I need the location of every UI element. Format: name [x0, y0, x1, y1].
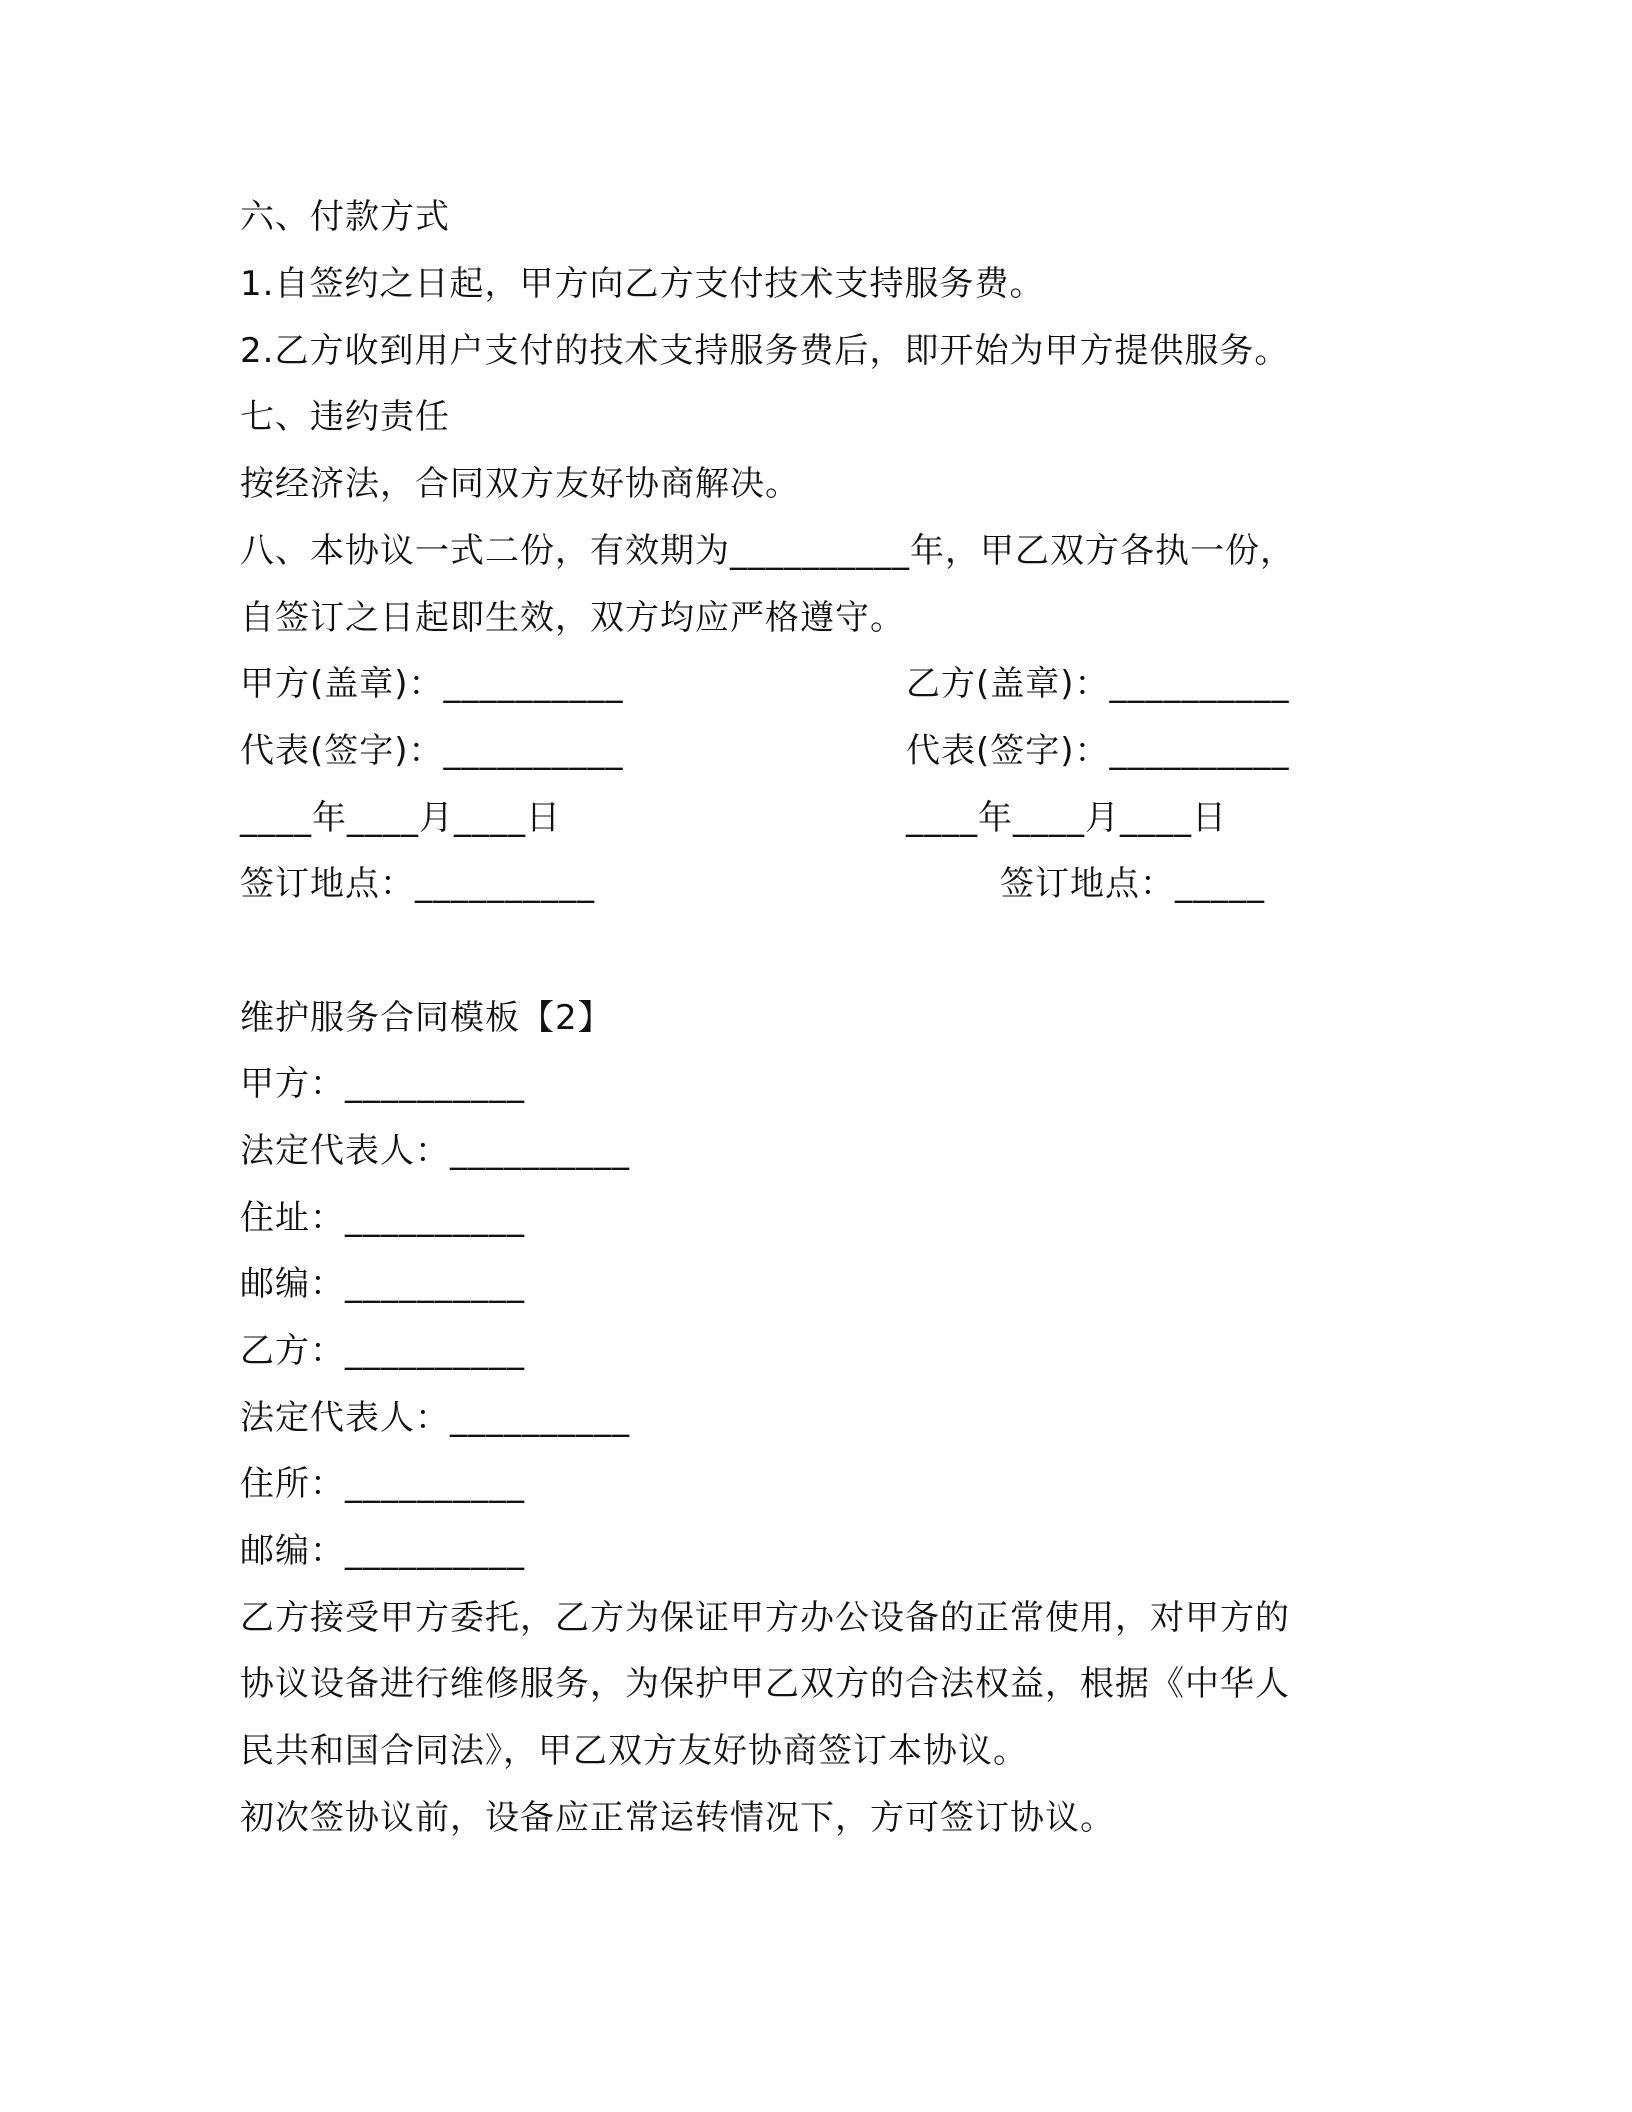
precondition-paragraph: 初次签协议前，设备应正常运转情况下，方可签订协议。 [240, 1798, 1115, 1838]
section-heading-payment: 六、付款方式 [240, 197, 450, 237]
postcode-a-field: 邮编：__________ [240, 1264, 525, 1304]
section-heading-breach: 七、违约责任 [240, 397, 450, 437]
party-b-field: 乙方：__________ [240, 1331, 525, 1371]
breach-clause: 按经济法，合同双方友好协商解决。 [240, 464, 800, 504]
party-b-signing-place: 签订地点：_____ [1000, 864, 1265, 904]
intro-paragraph-line-2: 协议设备进行维修服务，为保护甲乙双方的合法权益，根据《中华人 [240, 1664, 1290, 1704]
party-b-representative: 代表(签字)：__________ [906, 731, 1290, 771]
term-clause-line-1: 八、本协议一式二份，有效期为__________年，甲乙双方各执一份， [240, 531, 1295, 571]
address-a-field: 住址：__________ [240, 1198, 525, 1238]
payment-clause-2: 2.乙方收到用户支付的技术支持服务费后，即开始为甲方提供服务。 [240, 331, 1290, 371]
party-b-seal: 乙方(盖章)：__________ [906, 664, 1290, 704]
payment-clause-1: 1.自签约之日起，甲方向乙方支付技术支持服务费。 [240, 264, 1045, 304]
term-clause-line-2: 自签订之日起即生效，双方均应严格遵守。 [240, 598, 905, 638]
party-a-field: 甲方：__________ [240, 1064, 525, 1104]
party-b-date: ____年____月____日 [906, 798, 1227, 838]
legal-representative-b-field: 法定代表人：__________ [240, 1398, 630, 1438]
party-a-seal: 甲方(盖章)：__________ [240, 664, 624, 704]
intro-paragraph-line-1: 乙方接受甲方委托，乙方为保证甲方办公设备的正常使用，对甲方的 [240, 1598, 1290, 1638]
legal-representative-a-field: 法定代表人：__________ [240, 1131, 630, 1171]
template-title: 维护服务合同模板【2】 [240, 998, 613, 1038]
party-a-representative: 代表(签字)：__________ [240, 731, 624, 771]
party-a-date: ____年____月____日 [240, 798, 561, 838]
intro-paragraph-line-3: 民共和国合同法》，甲乙双方友好协商签订本协议。 [240, 1731, 1028, 1771]
party-a-signing-place: 签订地点：__________ [240, 864, 595, 904]
address-b-field: 住所：__________ [240, 1464, 525, 1504]
postcode-b-field: 邮编：__________ [240, 1531, 525, 1571]
